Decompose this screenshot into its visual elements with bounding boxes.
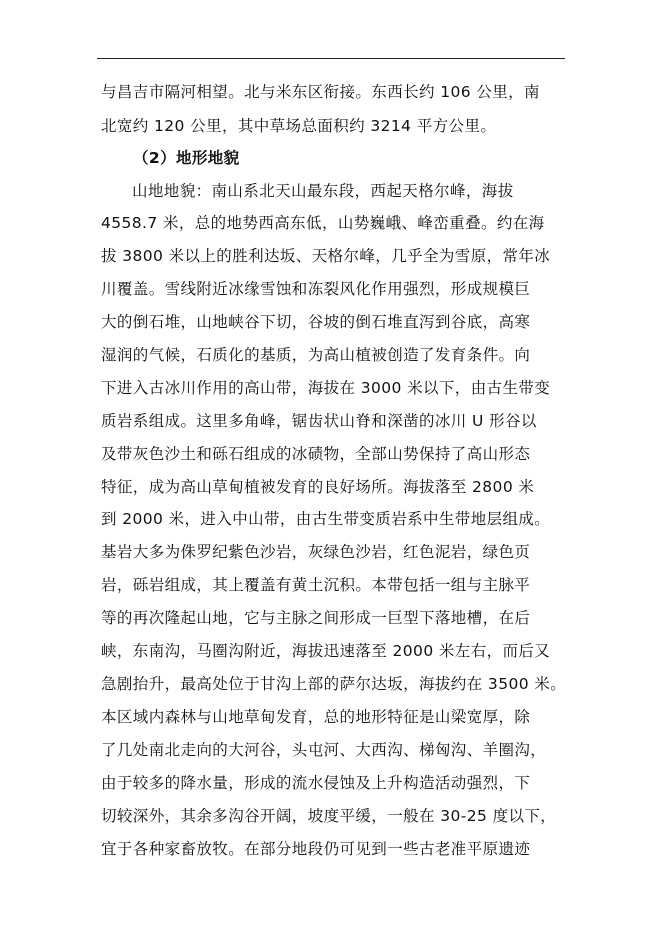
- text-line: 等的再次隆起山地，它与主脉之间形成一巨型下落地槽，在后: [101, 609, 531, 627]
- text-line: 切较深外，其余多沟谷开阔，坡度平缓，一般在 30-25 度以下，: [101, 807, 557, 825]
- text-line: 质岩系组成。这里多角峰，锯齿状山脊和深凿的冰川 U 形谷以: [101, 412, 537, 430]
- text-line: 与昌吉市隔河相望。北与米东区衔接。东西长约 106 公里，南: [101, 83, 540, 101]
- text-line: 山地地貌：南山系北天山最东段，西起天格尔峰，海拔: [132, 182, 514, 200]
- text-line: 下进入古冰川作用的高山带，海拔在 3000 米以下，由古生带变: [101, 379, 551, 397]
- text-line: 大的倒石堆，山地峡谷下切，谷坡的倒石堆直泻到谷底，高寒: [101, 313, 531, 331]
- text-line: 峡，东南沟，马圈沟附近，海拔迅速落至 2000 米左右，而后又: [101, 642, 551, 660]
- header-rule: [97, 58, 565, 59]
- text-line: 岩，砾岩组成，其上覆盖有黄土沉积。本带包括一组与主脉平: [101, 576, 531, 594]
- text-line: 到 2000 米，进入中山带，由古生带变质岩系中生带地层组成。: [101, 510, 551, 528]
- text-line: 拔 3800 米以上的胜利达坂、天格尔峰，几乎全为雪原，常年冰: [101, 247, 551, 265]
- section-heading: （2）地形地貌: [133, 149, 240, 167]
- text-line: 北宽约 120 公里，其中草场总面积约 3214 平方公里。: [101, 117, 497, 135]
- text-line: 4558.7 米，总的地势西高东低，山势巍峨、峰峦重叠。约在海: [101, 214, 545, 232]
- text-line: 由于较多的降水量，形成的流水侵蚀及上升构造活动强烈，下: [101, 774, 531, 792]
- text-line: 及带灰色沙土和砾石组成的冰碛物，全部山势保持了高山形态: [101, 445, 531, 463]
- text-line: 基岩大多为侏罗纪紫色沙岩，灰绿色沙岩，红色泥岩，绿色页: [101, 543, 531, 561]
- text-line: 急剧抬升，最高处位于甘沟上部的萨尔达坂，海拔约在 3500 米。: [101, 675, 567, 693]
- text-line: 了几处南北走向的大河谷，头屯河、大西沟、梯匈沟、羊圈沟，: [101, 741, 547, 759]
- text-line: 湿润的气候，石质化的基质，为高山植被创造了发育条件。向: [101, 346, 531, 364]
- text-line: 特征，成为高山草甸植被发育的良好场所。海拔落至 2800 米: [101, 478, 535, 496]
- text-line: 本区域内森林与山地草甸发育，总的地形特征是山梁宽厚，除: [101, 708, 531, 726]
- text-line: 宜于各种家畜放牧。在部分地段仍可见到一些古老准平原遗迹: [101, 840, 531, 858]
- text-line: 川覆盖。雪线附近冰缘雪蚀和冻裂风化作用强烈，形成规模巨: [101, 280, 531, 298]
